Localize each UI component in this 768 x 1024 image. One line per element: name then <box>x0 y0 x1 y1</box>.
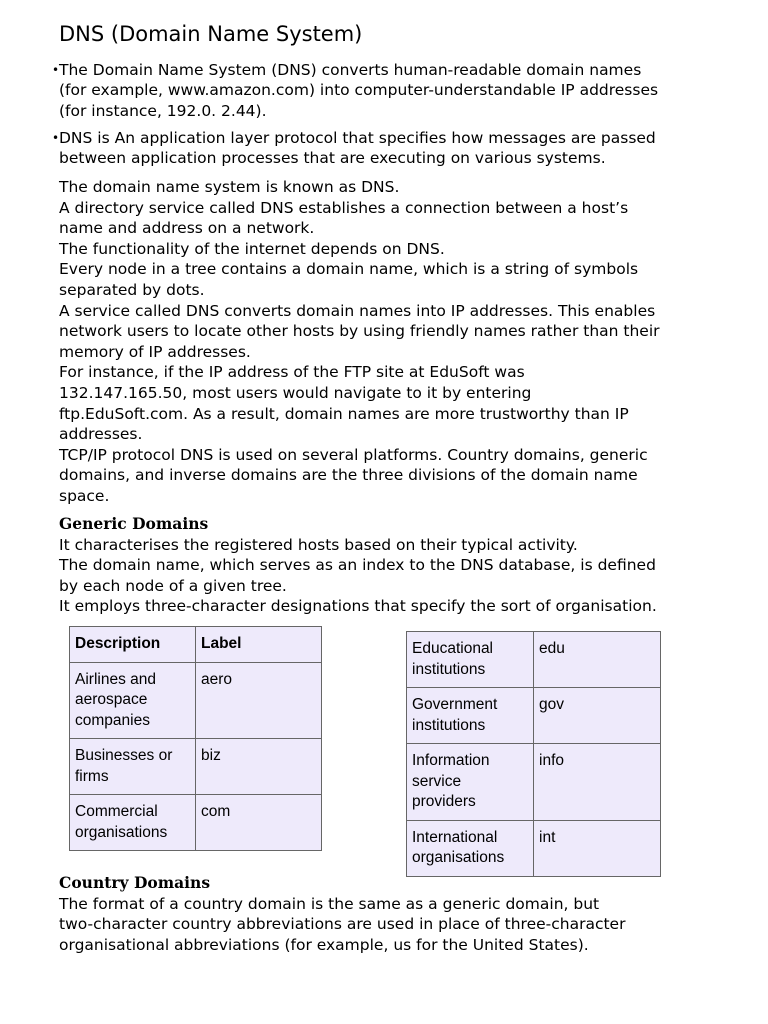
section-heading: Country Domains <box>59 873 211 892</box>
text-line: A directory service called DNS establishes a connection between a host’s <box>59 198 629 217</box>
text-line: 132.147.165.50, most users would navigate to it by entering <box>59 383 532 402</box>
text-line: The functionality of the internet depends on DNS. <box>59 239 445 258</box>
table-cell: Educational institutions <box>407 632 534 688</box>
table-row <box>407 632 661 688</box>
table-row <box>407 688 661 744</box>
text-line: (for instance, 192.0. 2.44). <box>59 101 267 120</box>
table-cell: Businesses or firms <box>70 739 196 795</box>
text-line: separated by dots. <box>59 280 205 299</box>
table-row <box>70 662 322 739</box>
table-cell: edu <box>534 632 661 688</box>
text-line: memory of IP addresses. <box>59 342 251 361</box>
table-header-row <box>70 627 322 663</box>
page-title: DNS (Domain Name System) <box>59 22 363 46</box>
table-cell: gov <box>534 688 661 744</box>
text-line: It employs three-character designations that specify the sort of organisation. <box>59 597 657 616</box>
table-row <box>407 820 661 876</box>
text-line: by each node of a given tree. <box>59 576 287 595</box>
table-row <box>407 744 661 821</box>
table-cell: aero <box>196 662 322 739</box>
table-cell: biz <box>196 739 322 795</box>
table-cell: Government institutions <box>407 688 534 744</box>
text-line: The domain name, which serves as an index to the DNS database, is defined <box>59 556 656 575</box>
section-heading: Generic Domains <box>59 514 209 533</box>
text-line: It characterises the registered hosts based on their typical activity. <box>59 535 578 554</box>
table-header: Label <box>196 627 322 663</box>
table-row <box>70 795 322 851</box>
country-domains-section <box>59 873 759 955</box>
text-line: two-character country abbreviations are used in place of three-character <box>59 915 626 934</box>
table-cell: int <box>534 820 661 876</box>
bullet-item <box>52 128 759 169</box>
bullet-icon: • <box>52 63 60 77</box>
text-line: addresses. <box>59 425 143 444</box>
text-line: TCP/IP protocol DNS is used on several platforms. Country domains, generic <box>59 445 648 464</box>
table-cell: Commercial organisations <box>70 795 196 851</box>
table-cell: info <box>534 744 661 821</box>
text-line: space. <box>59 486 110 505</box>
text-line: (for example, www.amazon.com) into computer-understandable IP addresses <box>59 81 659 100</box>
text-line: DNS is An application layer protocol that specifies how messages are passed <box>59 129 656 147</box>
table-cell: com <box>196 795 322 851</box>
text-line: between application processes that are executing on various systems. <box>59 149 606 168</box>
text-line: The format of a country domain is the same as a generic domain, but <box>59 894 600 913</box>
text-line: domains, and inverse domains are the three divisions of the domain name <box>59 466 638 485</box>
text-line: For instance, if the IP address of the FTP site at EduSoft was <box>59 363 525 382</box>
table-cell: International organisations <box>407 820 534 876</box>
bullet-icon: • <box>52 131 60 145</box>
text-line: A service called DNS converts domain names into IP addresses. This enables <box>59 301 656 320</box>
generic-domains-table-left <box>69 626 322 851</box>
table-row <box>70 739 322 795</box>
generic-domains-section <box>59 514 759 617</box>
table-cell: Information service providers <box>407 744 534 821</box>
text-line: network users to locate other hosts by using friendly names rather than their <box>59 322 660 341</box>
text-line: organisational abbreviations (for example, us for the United States). <box>59 935 589 954</box>
text-line: ftp.EduSoft.com. As a result, domain names are more trustworthy than IP <box>59 404 629 423</box>
text-line: name and address on a network. <box>59 219 315 238</box>
generic-domains-table-right <box>406 631 661 877</box>
bullet-item <box>52 60 759 121</box>
text-line: Every node in a tree contains a domain name, which is a string of symbols <box>59 260 639 279</box>
table-cell: Airlines and aerospace companies <box>70 662 196 739</box>
text-line: The domain name system is known as DNS. <box>59 178 400 196</box>
text-line: The Domain Name System (DNS) converts human-readable domain names <box>59 61 642 79</box>
body-text <box>59 177 759 507</box>
table-header: Description <box>70 627 196 663</box>
